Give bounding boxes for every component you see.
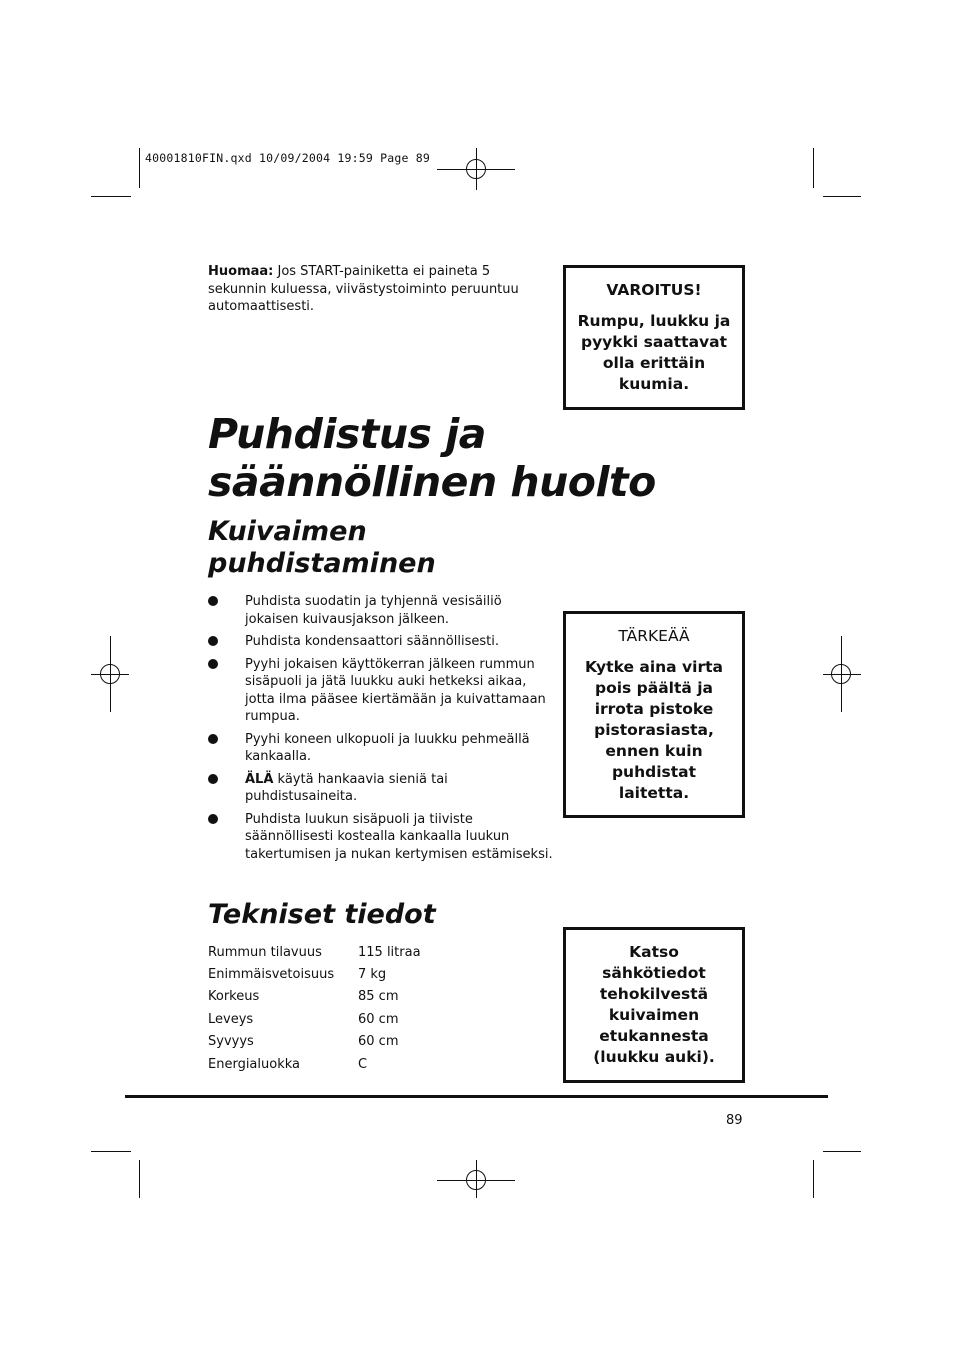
list-item: Pyyhi koneen ulkopuoli ja luukku pehmeällä kankaalla. xyxy=(208,731,553,766)
bullet-icon xyxy=(208,659,218,669)
specs-heading: Tekniset tiedot xyxy=(208,899,436,930)
table-row: Rummun tilavuus 115 litraa xyxy=(208,944,421,960)
warning-heading: VAROITUS! xyxy=(606,281,702,299)
cleaning-heading: Kuivaimen puhdistaminen xyxy=(208,516,436,579)
important-heading: TÄRKEÄÄ xyxy=(618,627,690,645)
bullet-icon xyxy=(208,774,218,784)
warning-text: Rumpu, luukku ja pyykki saattavat olla erittäin kuumia. xyxy=(577,312,731,393)
print-slug: 40001810FIN.qxd 10/09/2004 19:59 Page 89 xyxy=(145,151,430,165)
warning-box xyxy=(563,265,745,410)
note-paragraph xyxy=(208,263,538,316)
bullet-icon xyxy=(208,636,218,646)
table-row: Korkeus 85 cm xyxy=(208,989,399,1005)
important-box xyxy=(563,611,745,818)
list-item: Puhdista suodatin ja tyhjennä vesisäiliö jokaisen kuivausjakson jälkeen. xyxy=(208,593,553,628)
list-item: Puhdista luukun sisäpuoli ja tiiviste säännöllisesti kostealla kankaalla luukun takertumisen ja nukan kertymisen estämiseksi. xyxy=(208,811,553,864)
bullet-icon xyxy=(208,814,218,824)
table-row: Enimmäisvetoisuus 7 kg xyxy=(208,967,387,983)
specs-table xyxy=(208,941,421,1075)
table-row: Energialuokka C xyxy=(208,1056,368,1072)
note-label: Huomaa: xyxy=(208,264,274,279)
info-text: Katso sähkötiedot tehokilvestä kuivaimen etukannesta (luukku auki). xyxy=(593,943,715,1066)
list-item: Puhdista kondensaattori säännöllisesti. xyxy=(208,633,553,651)
bullet-icon xyxy=(208,596,218,606)
cleaning-list xyxy=(208,593,553,868)
table-row: Syvyys 60 cm xyxy=(208,1034,399,1050)
important-text: Kytke aina virta pois päältä ja irrota pistoke pistorasiasta, ennen kuin puhdistat laitetta. xyxy=(585,658,723,802)
list-item: ÄLÄ käytä hankaavia sieniä tai puhdistusaineita. xyxy=(208,771,553,806)
table-row: Leveys 60 cm xyxy=(208,1011,399,1027)
info-box xyxy=(563,927,745,1083)
page-number: 89 xyxy=(726,1113,743,1128)
page-title: Puhdistus ja säännöllinen huolto xyxy=(208,410,656,506)
note-text: Jos START-painiketta ei paineta 5 sekunnin kuluessa, viivästystoiminto peruuntuu automaattisesti. xyxy=(208,264,519,314)
footer-rule xyxy=(125,1095,828,1098)
list-item: Pyyhi jokaisen käyttökerran jälkeen rummun sisäpuoli ja jätä luukku auki hetkeksi aikaa, jotta ilma pääsee kiertämään ja kuivattamaan rumpua. xyxy=(208,656,553,726)
bullet-icon xyxy=(208,734,218,744)
